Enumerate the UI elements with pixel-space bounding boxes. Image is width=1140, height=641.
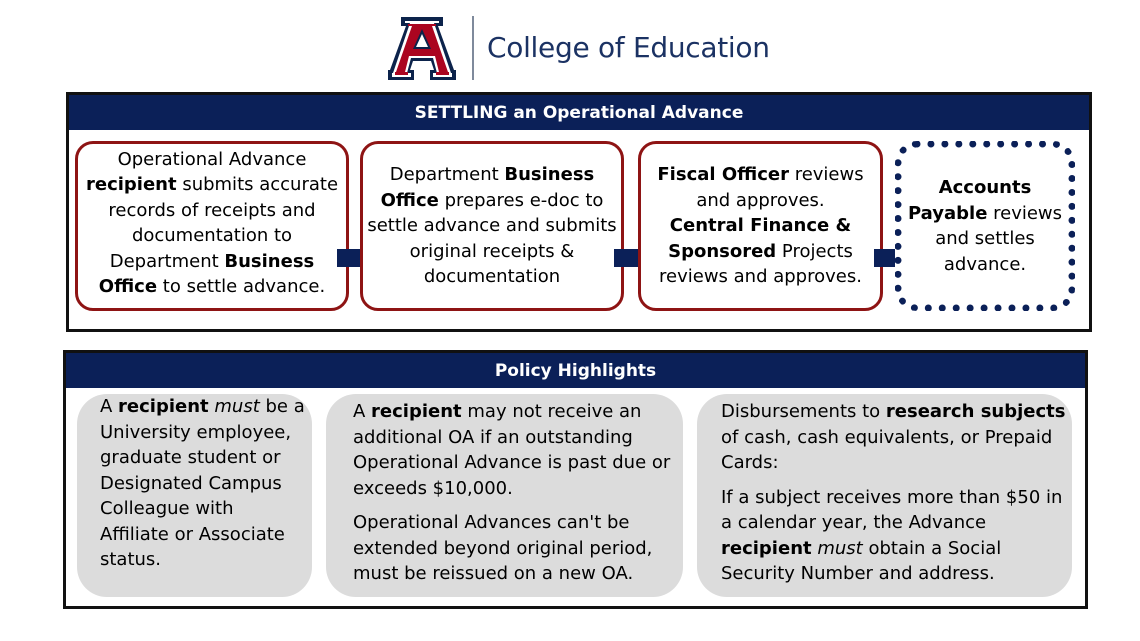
policy-card-1-text: A recipient must be a University employee, graduate student or Designated Campus Colleague with Affiliate or Associate status. xyxy=(100,396,305,570)
step-3-text: Fiscal Officer reviews and approves. Central Finance & Sponsored Projects reviews and approves. xyxy=(657,164,864,288)
step-recipient-submits xyxy=(75,141,349,311)
university-a-logo xyxy=(388,17,456,80)
college-name: College of Education xyxy=(487,31,770,64)
step-2-text: Department Business Office prepares e-doc to settle advance and submits original receipts & documentation xyxy=(367,164,617,288)
step-fiscal-officer-reviews xyxy=(638,141,883,311)
policy-card-3-para-1: Disbursements to research subjects of cash, cash equivalents, or Prepaid Cards: xyxy=(721,401,1066,473)
policy-card-2-para-2: Operational Advances can't be extended beyond original period, must be reissued on a new OA. xyxy=(353,512,653,584)
policy-card-2-para-1: A recipient may not receive an additional OA if an outstanding Operational Advance is past due or exceeds $10,000. xyxy=(353,401,671,499)
policy-highlights-title: Policy Highlights xyxy=(66,353,1085,388)
step-4-text: Accounts Payable reviews and settles advance. xyxy=(907,177,1063,275)
header-divider xyxy=(472,16,474,80)
policy-card-recipient-eligibility xyxy=(77,394,312,597)
settling-section-title: SETTLING an Operational Advance xyxy=(69,95,1089,130)
step-accounts-payable-settles xyxy=(895,141,1075,311)
policy-card-outstanding-advance xyxy=(326,394,683,597)
policy-card-3-para-2: If a subject receives more than $50 in a calendar year, the Advance recipient must obtain a Social Security Number and address. xyxy=(721,486,1063,584)
policy-card-research-subjects xyxy=(697,394,1072,597)
step-1-text: Operational Advance recipient submits accurate records of receipts and documentation to Department Business Office to settle advance. xyxy=(85,148,339,297)
step-business-office-prepares xyxy=(360,141,624,311)
